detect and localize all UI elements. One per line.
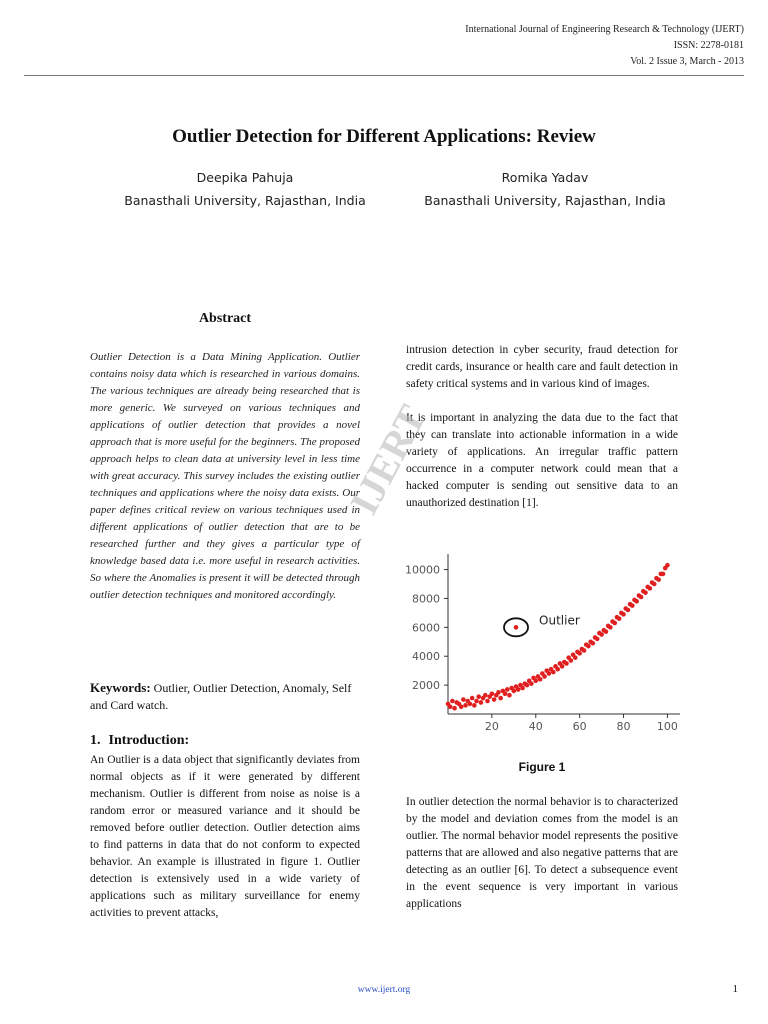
abstract-heading: Abstract bbox=[198, 311, 252, 326]
data-point bbox=[551, 670, 556, 675]
y-tick-label: 2000 bbox=[412, 679, 440, 693]
author-name: Deepika Pahuja bbox=[196, 170, 294, 185]
x-tick-label: 80 bbox=[616, 720, 631, 733]
figure-caption: Figure 1 bbox=[518, 760, 566, 774]
data-point bbox=[514, 625, 519, 630]
data-point bbox=[617, 616, 622, 621]
data-point bbox=[595, 637, 600, 642]
data-point bbox=[525, 683, 530, 688]
data-point bbox=[468, 702, 473, 707]
data-point bbox=[512, 689, 517, 694]
data-point bbox=[604, 629, 609, 634]
data-point bbox=[503, 691, 508, 696]
data-point bbox=[626, 608, 631, 613]
keywords-label: Keywords: bbox=[90, 680, 151, 695]
data-point bbox=[529, 681, 534, 686]
data-point bbox=[586, 644, 591, 649]
author-1 bbox=[100, 166, 390, 212]
data-point bbox=[476, 694, 481, 699]
x-tick-label: 20 bbox=[484, 720, 499, 733]
data-point bbox=[612, 621, 617, 626]
data-point bbox=[496, 690, 501, 695]
author-affiliation: Banasthali University, Rajasthan, India bbox=[124, 193, 366, 208]
data-point bbox=[599, 632, 604, 637]
section-title: Introduction: bbox=[108, 733, 190, 748]
data-point bbox=[450, 699, 455, 704]
data-point bbox=[516, 687, 521, 692]
author-name: Romika Yadav bbox=[501, 170, 589, 185]
data-point bbox=[652, 582, 657, 587]
x-tick-label: 60 bbox=[572, 720, 587, 733]
data-point bbox=[459, 704, 464, 709]
data-point bbox=[490, 691, 495, 696]
data-point bbox=[648, 586, 653, 591]
right-paragraph-3: In outlier detection the normal behavior is to characterized by the model and deviation comes from the model is an outlier. The normal behavior model represents the positive patterns that are allowed and also negative patterns that are detecting as an outlier [6]. To detect a subsequence event in the event sequence is very important in various applications bbox=[406, 796, 678, 910]
data-point bbox=[538, 677, 543, 682]
data-point bbox=[547, 671, 552, 676]
paper-title: Outlier Detection for Different Applications: Review bbox=[172, 126, 596, 147]
data-point bbox=[560, 664, 565, 669]
data-point bbox=[483, 693, 488, 698]
author-affiliation: Banasthali University, Rajasthan, India bbox=[424, 193, 666, 208]
data-point bbox=[573, 655, 578, 660]
y-tick-label: 6000 bbox=[412, 621, 440, 635]
data-point bbox=[656, 577, 661, 582]
data-point bbox=[555, 667, 560, 672]
section-number: 1. bbox=[90, 733, 101, 748]
volume-issue: Vol. 2 Issue 3, March - 2013 bbox=[630, 56, 744, 67]
data-point bbox=[507, 693, 512, 698]
journal-header bbox=[465, 22, 744, 70]
introduction-text: An Outlier is a data object that significantly deviates from normal objects as if it were generated by different mechanism. Outlier is different from noise as noise is a random error or measured variance and it should be removed before outlier detection. Outlier detection aims to find patterns in data that do not conform to expected behavior. An example is illustrated in figure 1. Outlier detection is extensively used in a wide variety of applications such as military surveillance for enemy activities to prevent attacks, bbox=[90, 754, 360, 919]
data-point bbox=[461, 697, 466, 702]
author-2 bbox=[400, 166, 690, 212]
outlier-label: Outlier bbox=[539, 613, 580, 628]
x-tick-label: 100 bbox=[656, 720, 678, 733]
journal-name: International Journal of Engineering Research & Technology (IJERT) bbox=[465, 24, 744, 35]
data-point bbox=[470, 696, 475, 701]
data-point bbox=[564, 661, 569, 666]
footer-url[interactable]: www.ijert.org bbox=[357, 985, 411, 995]
data-point bbox=[661, 572, 666, 577]
figure-1-scatter-chart bbox=[396, 548, 686, 743]
data-point bbox=[643, 590, 648, 595]
data-point bbox=[608, 625, 613, 630]
data-point bbox=[542, 674, 547, 679]
watermark: IJERT bbox=[340, 397, 436, 522]
introduction-heading bbox=[90, 733, 189, 749]
data-point bbox=[630, 603, 635, 608]
data-point bbox=[634, 599, 639, 604]
data-point bbox=[665, 563, 670, 568]
data-point bbox=[505, 687, 510, 692]
y-tick-label: 4000 bbox=[412, 650, 440, 664]
data-point bbox=[485, 699, 490, 704]
data-point bbox=[452, 706, 457, 711]
data-point bbox=[498, 696, 503, 701]
x-tick-label: 40 bbox=[528, 720, 543, 733]
data-point bbox=[591, 641, 596, 646]
data-point bbox=[520, 686, 525, 691]
right-paragraph-1: intrusion detection in cyber security, fraud detection for credit cards, insurance or health care and fault detection in safety critical systems and in various kind of images. bbox=[406, 344, 678, 390]
data-point bbox=[479, 700, 484, 705]
page-number: 1 bbox=[732, 983, 738, 995]
data-point bbox=[577, 651, 582, 656]
header-rule bbox=[24, 75, 744, 76]
data-point bbox=[474, 699, 479, 704]
data-point bbox=[639, 595, 644, 600]
data-point bbox=[492, 697, 497, 702]
data-point bbox=[472, 703, 477, 708]
issn: ISSN: 2278-0181 bbox=[673, 40, 744, 51]
abstract-text: Outlier Detection is a Data Mining Application. Outlier contains noisy data which is researched in various domains. The various techniques are already being researched that is more generic. We surveyed on various techniques and applications of outlier detection that provides a novel approach that is more useful for the beginners. The proposed approach helps to clean data at university level in less time with great accuracy. This survey includes the existing outlier techniques and applications where the noisy data exists. Our paper defines critical review on various techniques used in different applications of outlier detection that are to be researched further and they gives a particular type of knowledge based data i.e. more useful in research activities. So where the Anomalies is present it will be detected through outlier detection techniques and monitored accordingly. bbox=[90, 351, 360, 601]
data-point bbox=[448, 704, 453, 709]
data-point bbox=[582, 648, 587, 653]
y-tick-label: 8000 bbox=[412, 592, 440, 606]
right-paragraph-2: It is important in analyzing the data due to the fact that they can translate into actionable information in a wide variety of applications. An irregular traffic pattern occurrence in a computer network could mean that a hacked computer is sending out sensitive data to an unauthorized destination [1]. bbox=[406, 412, 678, 509]
y-tick-label: 10000 bbox=[405, 563, 440, 577]
data-point bbox=[621, 612, 626, 617]
keywords-text: Outlier, Outlier Detection, Anomaly, Self and Card watch. bbox=[90, 681, 352, 712]
data-point bbox=[463, 703, 468, 708]
data-point bbox=[533, 678, 538, 683]
data-point bbox=[569, 658, 574, 663]
keywords bbox=[90, 679, 360, 714]
